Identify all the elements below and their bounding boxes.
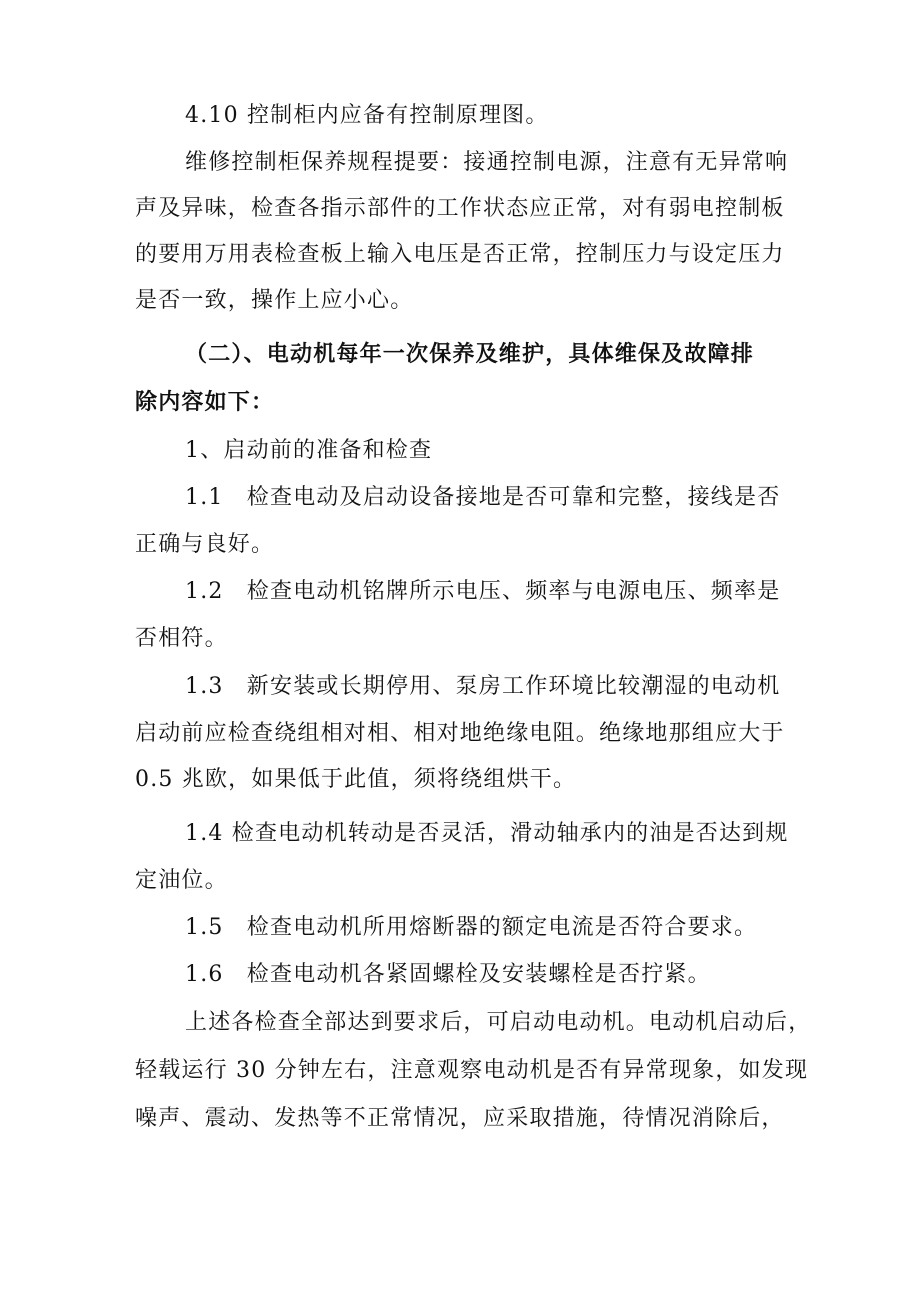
subheading-1: 1、启动前的准备和检查 [185, 438, 433, 463]
item-1-1-line-2: 正确与良好。 [135, 532, 275, 557]
maintenance-paragraph-line-3: 的要用万用表检查板上输入电压是否正常，控制压力与设定压力 [135, 242, 785, 267]
item-1-3-line-2: 启动前应检查绕组相对相、相对地绝缘电阻。绝缘地那组应大于 [135, 721, 785, 746]
item-1-6: 1.6 检查电动机各紧固螺栓及安装螺栓是否拧紧。 [185, 962, 711, 987]
item-1-1-line-1: 1.1 检查电动及启动设备接地是否可靠和完整，接线是否 [185, 485, 781, 510]
closing-paragraph-line-2: 轻载运行 30 分钟左右，注意观察电动机是否有异常现象，如发现 [135, 1058, 809, 1083]
item-1-3-line-3: 0.5 兆欧，如果低于此值，须将绕组烘干。 [135, 767, 577, 792]
item-1-3-line-1: 1.3 新安装或长期停用、泵房工作环境比较潮湿的电动机 [185, 674, 781, 699]
item-1-4-line-2: 定油位。 [135, 868, 228, 893]
paragraph-4-10: 4.10 控制柜内应备有控制原理图。 [185, 103, 549, 128]
item-1-4-line-1: 1.4 检查电动机转动是否灵活，滑动轴承内的油是否达到规 [185, 821, 789, 846]
closing-paragraph-line-3: 噪声、震动、发热等不正常情况，应采取措施，待情况消除后， [135, 1106, 785, 1131]
maintenance-paragraph-line-1: 维修控制柜保养规程提要：接通控制电源，注意有无异常响 [185, 150, 789, 175]
item-1-2-line-1: 1.2 检查电动机铭牌所示电压、频率与电源电压、频率是 [185, 579, 781, 604]
item-1-5: 1.5 检查电动机所用熔断器的额定电流是否符合要求。 [185, 915, 758, 940]
section-heading-line-1: （二）、电动机每年一次保养及维护，具体维保及故障排 [185, 341, 755, 367]
maintenance-paragraph-line-2: 声及异味，检查各指示部件的工作状态应正常，对有弱电控制板 [135, 196, 785, 221]
maintenance-paragraph-line-4: 是否一致，操作上应小心。 [135, 288, 414, 313]
section-heading-line-2: 除内容如下： [135, 389, 275, 415]
closing-paragraph-line-1: 上述各检查全部达到要求后，可启动电动机。电动机启动后， [185, 1010, 812, 1035]
item-1-2-line-2: 否相符。 [135, 626, 228, 651]
